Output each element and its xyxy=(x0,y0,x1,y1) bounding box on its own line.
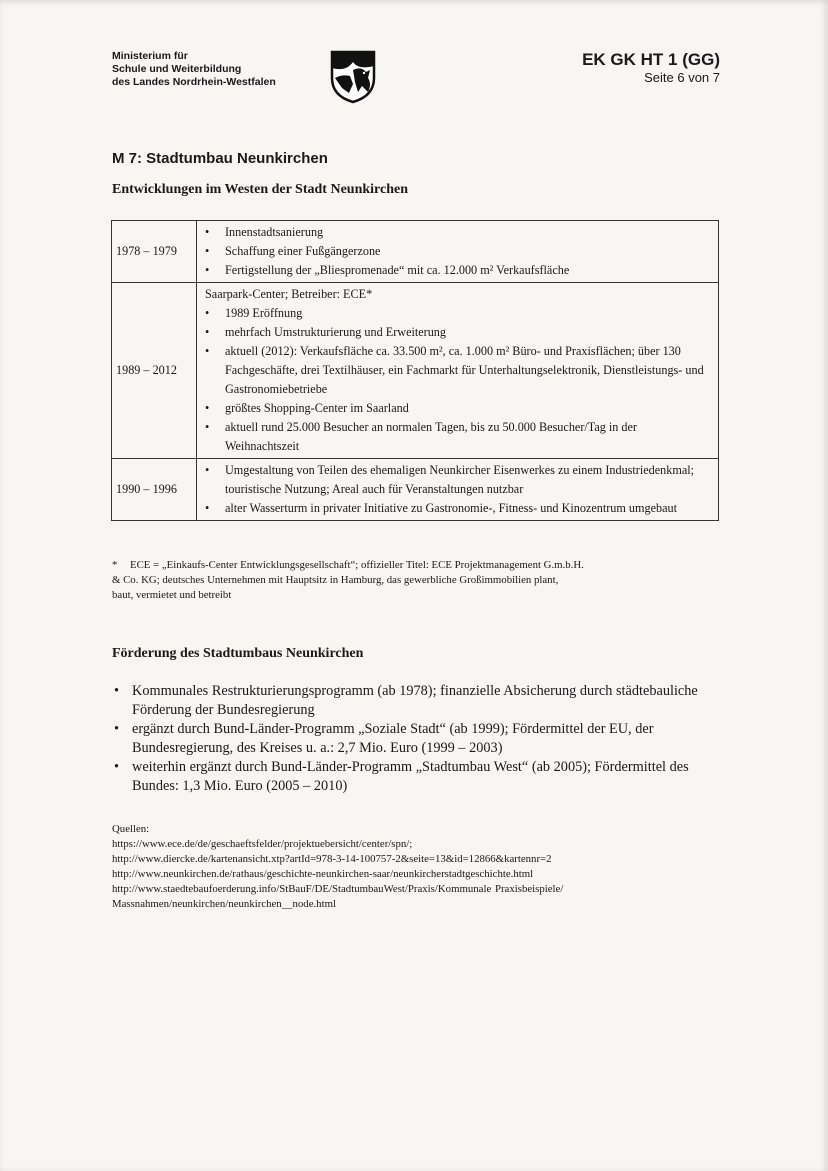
table-row xyxy=(112,283,719,459)
period-cell: 1989 – 2012 xyxy=(112,283,197,459)
exam-code: EK GK HT 1 (GG) xyxy=(582,50,720,69)
list-item: • Schaffung einer Fußgängerzone xyxy=(205,242,712,261)
footnote-text: ECE = „Einkaufs-Center Entwicklungsgesellschaft“; offizieller Titel: ECE Projektmanagement G.m.b.H. xyxy=(130,559,584,571)
list-item: • Umgestaltung von Teilen des ehemaligen Neunkircher Eisenwerkes zu einem Industriedenkmal; touristische Nutzung; Areal auch für Veranstaltungen nutzbar xyxy=(205,461,712,499)
footnote-marker: * xyxy=(112,559,118,571)
list-item: • 1989 Eröffnung xyxy=(205,304,712,323)
timeline-table xyxy=(111,220,719,521)
list-item: • mehrfach Umstrukturierung und Erweiterung xyxy=(205,323,712,342)
table-row xyxy=(112,221,719,283)
list-item: • ergänzt durch Bund-Länder-Programm „Soziale Stadt“ (ab 1999); Fördermittel der EU, der Bundesregierung, des Kreises u. a.: 2,7 Mio. Euro (1999 – 2003) xyxy=(112,720,712,758)
list-item: • weiterhin ergänzt durch Bund-Länder-Programm „Stadtumbau West“ (ab 2005); Fördermittel des Bundes: 1,3 Mio. Euro (2005 – 2010) xyxy=(112,758,712,796)
list-item: • aktuell rund 25.000 Besucher an normalen Tagen, bis zu 50.000 Besucher/Tag in der Weihnachtszeit xyxy=(205,418,712,456)
page-number: Seite 6 von 7 xyxy=(644,70,720,85)
bullet-list xyxy=(205,461,712,518)
period-cell: 1990 – 1996 xyxy=(112,459,197,521)
list-item: • aktuell (2012): Verkaufsfläche ca. 33.500 m², ca. 1.000 m² Büro- und Praxisflächen; über 130 Fachgeschäfte, drei Textilhäuser, ein Fachmarkt für Unterhaltungselektronik, Dienstleistungs- und Gastronomiebetriebe xyxy=(205,342,712,399)
source-url: http://www.staedtebaufoerderung.info/StBauF/DE/StadtumbauWest/Praxis/Kommunale Praxisbeispiele/ xyxy=(112,883,564,895)
funding-list xyxy=(112,682,712,796)
list-item: • alter Wasserturm in privater Initiative zu Gastronomie-, Fitness- und Kinozentrum umgebaut xyxy=(205,499,712,518)
ministry-line: Ministerium für xyxy=(112,50,188,62)
section-title-funding: Förderung des Stadtumbaus Neunkirchen xyxy=(112,646,364,661)
sources xyxy=(112,822,712,912)
table-row xyxy=(112,459,719,521)
footnote-text: baut, vermietet und betreibt xyxy=(112,589,232,601)
bullet-list xyxy=(205,223,712,280)
list-item: • Kommunales Restrukturierungsprogramm (ab 1978); finanzielle Absicherung durch städtebauliche Förderung der Bundesregierung xyxy=(112,682,712,720)
ministry-name xyxy=(112,50,276,89)
description-cell xyxy=(197,459,719,521)
list-item: • Innenstadtsanierung xyxy=(205,223,712,242)
source-url: http://www.diercke.de/kartenansicht.xtp?artId=978-3-14-100757-2&seite=13&id=12866&kartennr=2 xyxy=(112,853,552,865)
material-title: M 7: Stadtumbau Neunkirchen xyxy=(112,150,328,167)
source-url: http://www.neunkirchen.de/rathaus/geschichte-neunkirchen-saar/neunkircherstadtgeschichte.html xyxy=(112,868,534,880)
period-cell: 1978 – 1979 xyxy=(112,221,197,283)
list-item: • größtes Shopping-Center im Saarland xyxy=(205,399,712,418)
description-cell xyxy=(197,221,719,283)
footnote xyxy=(112,558,712,603)
section-title-developments: Entwicklungen im Westen der Stadt Neunkirchen xyxy=(112,182,408,197)
list-item: • Fertigstellung der „Bliespromenade“ mit ca. 12.000 m² Verkaufsfläche xyxy=(205,261,712,280)
source-url: Massnahmen/neunkirchen/neunkirchen__node.html xyxy=(112,898,336,910)
ministry-line: Schule und Weiterbildung xyxy=(112,63,242,75)
cell-intro: Saarpark-Center; Betreiber: ECE* xyxy=(205,287,373,301)
nrw-coat-of-arms-icon xyxy=(328,48,378,104)
sources-label: Quellen: xyxy=(112,823,150,835)
exam-header xyxy=(582,50,720,86)
source-url: https://www.ece.de/de/geschaeftsfelder/projektuebersicht/center/spn/; xyxy=(112,838,413,850)
footnote-text: & Co. KG; deutsches Unternehmen mit Hauptsitz in Hamburg, das gewerbliche Großimmobilien plant, xyxy=(112,574,559,586)
ministry-line: des Landes Nordrhein-Westfalen xyxy=(112,76,276,88)
description-cell xyxy=(197,283,719,459)
bullet-list xyxy=(205,304,712,456)
